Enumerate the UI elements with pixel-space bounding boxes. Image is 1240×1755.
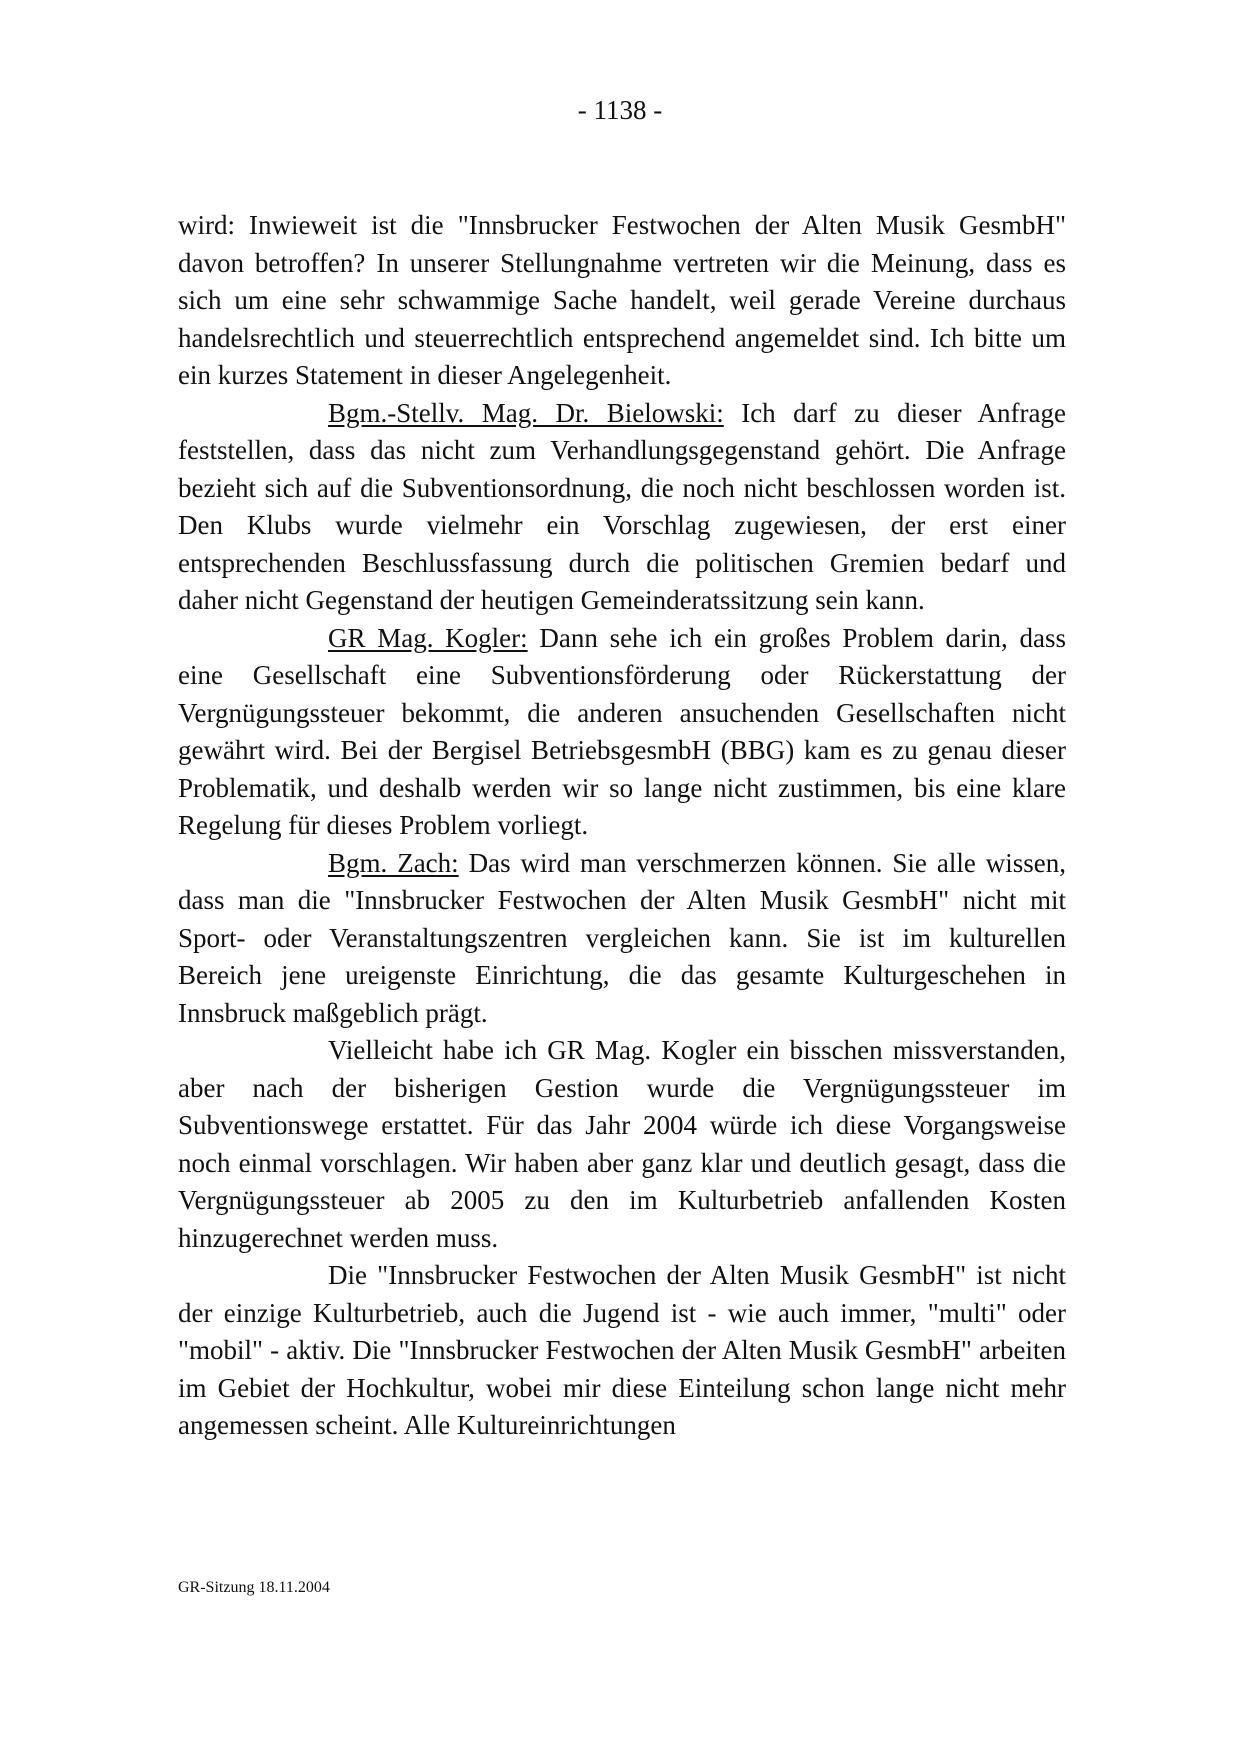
paragraph-text: Vielleicht habe ich GR Mag. Kogler ein bisschen missverstanden, aber nach der bisherigen Gestion wurde die Vergnügungssteuer im Subventionswege erstattet. Für das Jahr 2004 würde ich diese Vorgangsweise noch einmal vorschlagen. Wir haben aber ganz klar und deutlich gesagt, dass die Vergnügungssteuer ab 2005 zu den im Kulturbetrieb anfallenden Kosten hinzugerechnet werden muss.	[178, 1035, 1066, 1253]
page-number: - 1138 -	[577, 95, 663, 125]
paragraph-text: Die "Innsbrucker Festwochen der Alten Musik GesmbH" ist nicht der einzige Kulturbetrieb, auch die Jugend ist - wie auch immer, "multi" oder "mobil" - aktiv. Die "Innsbrucker Festwochen der Alten Musik GesmbH" arbeiten im Gebiet der Hochkultur, wobei mir diese Einteilung schon lange nicht mehr angemessen scheint. Alle Kultureinrichtungen	[178, 1260, 1066, 1440]
paragraph-text: Das wird man verschmerzen können. Sie alle wissen, dass man die "Innsbrucker Festwochen der Alten Musik GesmbH" nicht mit Sport- oder Veranstaltungszentren vergleichen kann. Sie ist im kulturellen Bereich jene ureigenste Einrichtung, die das gesamte Kulturgeschehen in Innsbruck maßgeblich prägt.	[178, 847, 1066, 1028]
paragraph-text: Dann sehe ich ein großes Problem darin, dass eine Gesellschaft eine Subventionsförderung oder Rückerstattung der Vergnügungssteuer bekommt, die anderen ansuchenden Gesellschaften nicht gewährt wird. Bei der Bergisel BetriebsgesmbH (BBG) kam es zu genau dieser Problematik, und deshalb werden wir so lange nicht zustimmen, bis eine klare Regelung für dieses Problem vorliegt.	[178, 622, 1066, 840]
paragraph-kogler	[178, 620, 1066, 845]
paragraph-zach-continued-1	[178, 1032, 1066, 1257]
paragraph-zach	[178, 845, 1066, 1033]
paragraph-text: Ich darf zu dieser Anfrage feststellen, dass das nicht zum Verhandlungsgegenstand gehört. Die Anfrage bezieht sich auf die Subventionsordnung, die noch nicht beschlossen worden ist. Den Klubs wurde vielmehr ein Vorschlag zugewiesen, der erst einer entsprechenden Beschlussfassung durch die politischen Gremien bedarf und daher nicht Gegenstand der heutigen Gemeinderatssitzung sein kann.	[178, 397, 1067, 615]
speaker-name: Bgm.-Stellv. Mag. Dr. Bielowski:	[328, 397, 724, 428]
paragraph-bielowski	[178, 395, 1066, 620]
document-body	[178, 207, 1066, 1445]
paragraph-continuation	[178, 207, 1066, 395]
speaker-name: Bgm. Zach:	[328, 847, 459, 878]
paragraph-text: wird: Inwieweit ist die "Innsbrucker Festwochen der Alten Musik GesmbH" davon betroffen? In unserer Stellungnahme vertreten wir die Meinung, dass es sich um eine sehr schwammige Sache handelt, weil gerade Vereine durchaus handelsrechtlich und steuerrechtlich entsprechend angemeldet sind. Ich bitte um ein kurzes Statement in dieser Angelegenheit.	[178, 210, 1066, 390]
speaker-name: GR Mag. Kogler:	[328, 622, 528, 653]
footer-session-date: GR-Sitzung 18.11.2004	[178, 1579, 330, 1596]
paragraph-zach-continued-2	[178, 1257, 1066, 1445]
